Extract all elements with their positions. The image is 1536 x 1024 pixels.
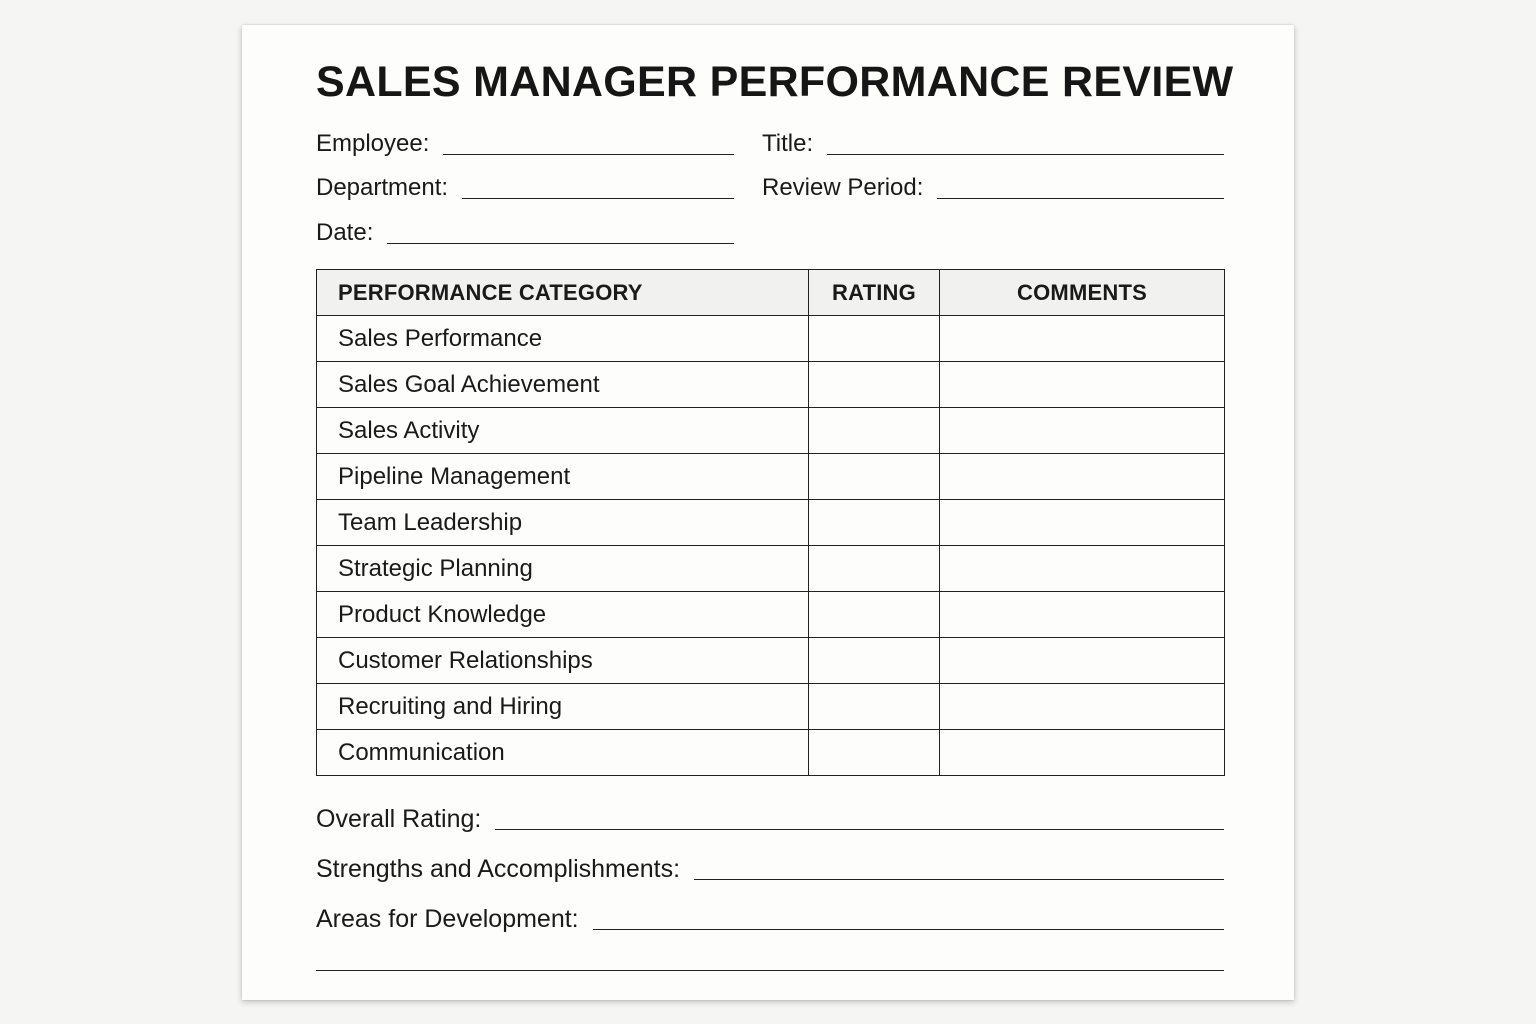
comments-cell[interactable]	[940, 316, 1225, 362]
rating-cell[interactable]	[809, 592, 940, 638]
review-period-label: Review Period:	[762, 174, 924, 201]
strengths-field[interactable]	[316, 850, 1224, 884]
comments-cell[interactable]	[940, 684, 1225, 730]
title-line[interactable]	[827, 153, 1224, 155]
development-field[interactable]	[316, 900, 1224, 934]
table-row	[317, 408, 1225, 454]
rating-cell[interactable]	[809, 454, 940, 500]
comments-cell[interactable]	[940, 730, 1225, 776]
header-rating: RATING	[809, 270, 940, 316]
rating-cell[interactable]	[809, 408, 940, 454]
form-title: SALES MANAGER PERFORMANCE REVIEW	[316, 58, 1234, 106]
strengths-line[interactable]	[694, 878, 1224, 880]
employee-line[interactable]	[443, 153, 734, 155]
table-row	[317, 730, 1225, 776]
performance-table	[316, 269, 1225, 776]
table-row	[317, 592, 1225, 638]
header-performance-category: PERFORMANCE CATEGORY	[317, 270, 809, 316]
review-period-field[interactable]	[762, 169, 1224, 203]
category-cell: Recruiting and Hiring	[317, 684, 809, 730]
development-continuation-line[interactable]	[316, 970, 1224, 971]
title-field[interactable]	[762, 125, 1224, 159]
table-row	[317, 684, 1225, 730]
category-cell: Sales Performance	[317, 316, 809, 362]
date-field[interactable]	[316, 214, 734, 248]
overall-rating-field[interactable]	[316, 800, 1224, 834]
review-form-sheet	[242, 25, 1294, 1000]
rating-cell[interactable]	[809, 500, 940, 546]
category-cell: Sales Activity	[317, 408, 809, 454]
comments-cell[interactable]	[940, 592, 1225, 638]
comments-cell[interactable]	[940, 638, 1225, 684]
date-label: Date:	[316, 219, 374, 246]
employee-field[interactable]	[316, 125, 734, 159]
date-line[interactable]	[387, 242, 734, 244]
table-row	[317, 638, 1225, 684]
category-cell: Customer Relationships	[317, 638, 809, 684]
table-row	[317, 546, 1225, 592]
comments-cell[interactable]	[940, 546, 1225, 592]
category-cell: Communication	[317, 730, 809, 776]
comments-cell[interactable]	[940, 500, 1225, 546]
comments-cell[interactable]	[940, 362, 1225, 408]
category-cell: Pipeline Management	[317, 454, 809, 500]
department-field[interactable]	[316, 169, 734, 203]
rating-cell[interactable]	[809, 684, 940, 730]
table-row	[317, 362, 1225, 408]
development-line[interactable]	[593, 928, 1224, 930]
header-comments: COMMENTS	[940, 270, 1225, 316]
category-cell: Strategic Planning	[317, 546, 809, 592]
table-row	[317, 500, 1225, 546]
rating-cell[interactable]	[809, 730, 940, 776]
category-cell: Team Leadership	[317, 500, 809, 546]
rating-cell[interactable]	[809, 546, 940, 592]
rating-cell[interactable]	[809, 638, 940, 684]
review-period-line[interactable]	[937, 197, 1224, 199]
employee-label: Employee:	[316, 130, 430, 157]
comments-cell[interactable]	[940, 454, 1225, 500]
rating-cell[interactable]	[809, 316, 940, 362]
comments-cell[interactable]	[940, 408, 1225, 454]
overall-rating-label: Overall Rating:	[316, 805, 482, 833]
rating-cell[interactable]	[809, 362, 940, 408]
department-line[interactable]	[462, 197, 734, 199]
overall-rating-line[interactable]	[495, 828, 1224, 830]
category-cell: Sales Goal Achievement	[317, 362, 809, 408]
department-label: Department:	[316, 174, 449, 201]
table-row	[317, 316, 1225, 362]
title-label: Title:	[762, 130, 814, 157]
table-header-row	[317, 270, 1225, 316]
strengths-label: Strengths and Accomplishments:	[316, 855, 681, 883]
development-label: Areas for Development:	[316, 905, 579, 933]
table-row	[317, 454, 1225, 500]
category-cell: Product Knowledge	[317, 592, 809, 638]
